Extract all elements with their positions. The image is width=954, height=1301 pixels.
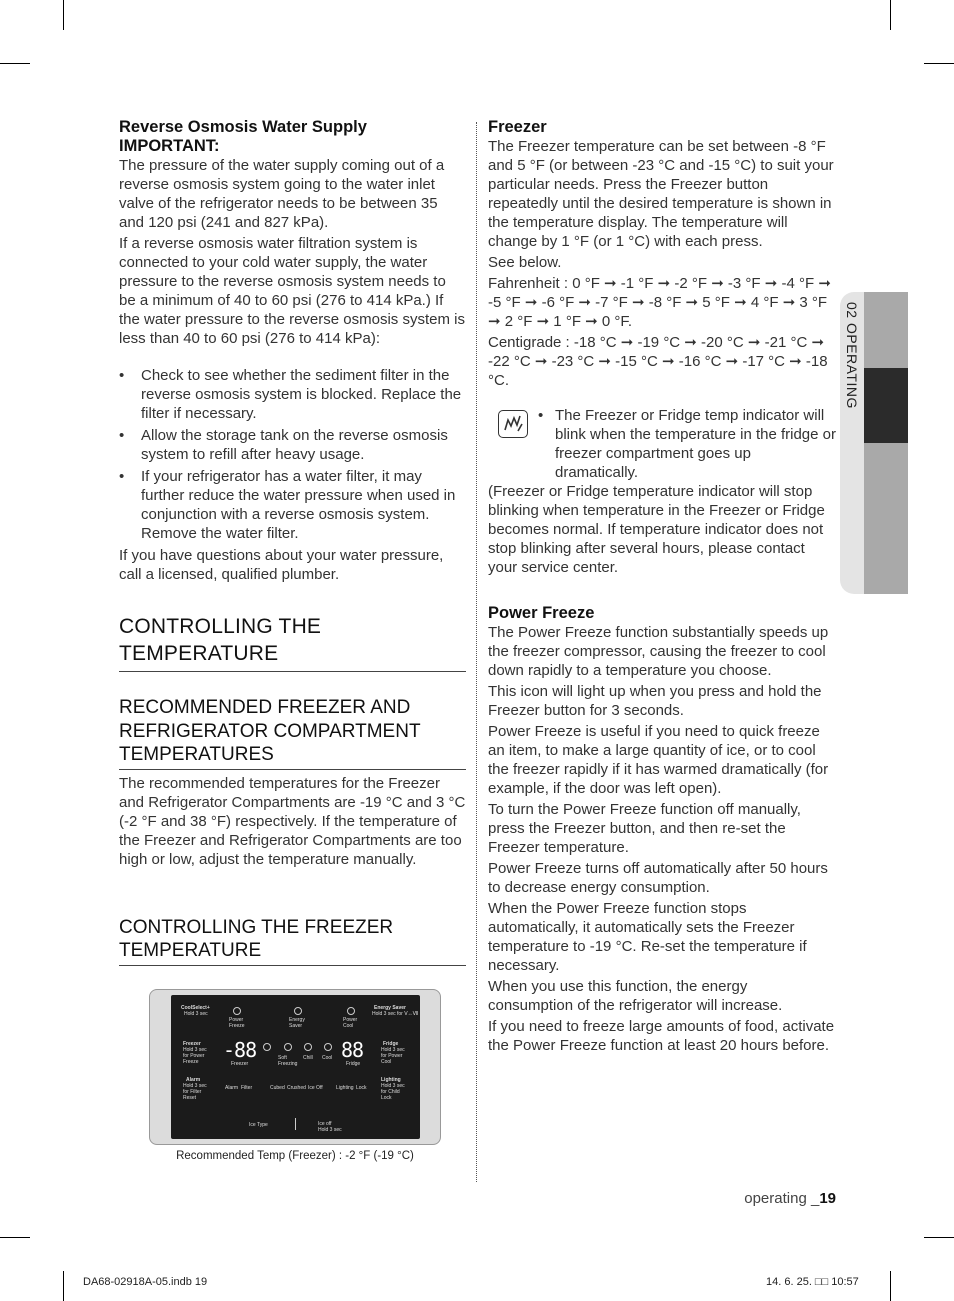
panel-alarm-sub: Hold 3 sec for Filter Reset: [183, 1082, 207, 1101]
column-divider: [476, 122, 477, 1182]
panel-ice-off-label: Ice Off: [308, 1084, 323, 1091]
panel-lock-label: Lock: [356, 1084, 367, 1091]
pf-paragraph-4: To turn the Power Freeze function off manually, press the Freezer button, and then re-set the Freezer temperature.: [488, 801, 801, 856]
freezer-title: Freezer: [488, 118, 547, 136]
power-cool-icon: [347, 1007, 355, 1015]
panel-ice-off-sub: Hold 3 sec: [318, 1126, 342, 1133]
list-item: • Allow the storage tank on the reverse osmosis system to refill after heavy usage.: [119, 426, 466, 464]
panel-fridge: Fridge: [383, 1040, 399, 1047]
soft-freezing-icon: [263, 1043, 271, 1051]
panel-crushed: Crushed: [287, 1084, 306, 1091]
cool-icon: [304, 1043, 312, 1051]
note-box: [488, 406, 836, 482]
control-panel-image: [149, 989, 441, 1145]
pf-paragraph-5: Power Freeze turns off automatically after 50 hours to decrease energy consumption.: [488, 860, 828, 896]
print-file-info: DA68-02918A-05.indb 19: [83, 1276, 208, 1288]
panel-energy-icon-label: Energy Saver: [289, 1016, 305, 1029]
panel-power-freeze: Power Freeze: [229, 1016, 245, 1029]
print-date-info: 14. 6. 25. □□ 10:57: [766, 1276, 859, 1288]
ro-paragraph-2: If a reverse osmosis water filtration system is connected to your cold water supply, the water pressure to the reverse osmosis system needs to be a minimum of 40 to 60 psi (276 to 414 kPa.) If the water pressure to the reverse osmosis system is less than 40 to 60 psi (276 to 414 kPa):: [119, 235, 465, 347]
figure-caption: Recommended Temp (Freezer) : -2 °F (-19 °C): [176, 1149, 414, 1162]
crop-mark: [63, 0, 64, 30]
heading-recommended-temperatures: RECOMMENDED FREEZER AND REFRIGERATOR COMPARTMENT TEMPERATURES: [119, 696, 466, 770]
panel-separator: [295, 1118, 296, 1130]
control-panel-figure: [149, 989, 466, 1162]
ro-paragraph-3: If you have questions about your water pressure, call a licensed, qualified plumber.: [119, 547, 444, 583]
panel-alarm-label: Alarm: [225, 1084, 239, 1091]
crop-mark: [890, 1271, 891, 1301]
panel-energy-saver: Energy Saver: [374, 1004, 406, 1011]
crop-mark: [0, 1237, 30, 1238]
freezer-paragraph: The Freezer temperature can be set between -8 °F and 5 °F (or between -23 °C and -15 °C) to suit your particular needs. Press the Freezer button repeatedly until the desired temperature is shown in the temperature display. The temperature will change by 1 °F (or 1 °C) with each press.: [488, 138, 834, 250]
page-prefix: operating _: [744, 1190, 820, 1207]
panel-energy-saver-sub: Hold 3 sec for Ⅴ↔Ⅶ: [372, 1010, 419, 1017]
list-item: • If your refrigerator has a water filter, it may further reduce the water pressure when used in conjunction with a reverse osmosis system. Remove the water filter.: [119, 467, 466, 543]
panel-coolselect-sub: Hold 3 sec: [184, 1010, 208, 1017]
panel-chill: Chill: [303, 1054, 313, 1061]
panel-ice-off: Ice off: [318, 1120, 332, 1127]
panel-cubed: Cubed: [270, 1084, 285, 1091]
list-item: • Check to see whether the sediment filter in the reverse osmosis system is blocked. Replace the filter if necessary.: [119, 366, 466, 423]
centigrade-sequence: Centigrade : -18 °C ➞ -19 °C ➞ -20 °C ➞ -21 °C ➞ -22 °C ➞ -23 °C ➞ -15 °C ➞ -16 °C ➞ -17 °C ➞ -18 °C.: [488, 334, 828, 389]
panel-freezer-sub: Hold 3 sec for Power Freeze: [183, 1046, 207, 1065]
power-freeze-title: Power Freeze: [488, 604, 595, 622]
recommended-paragraph: The recommended temperatures for the Freezer and Refrigerator Compartments are -19 °C and 3 °C (-2 °F and 38 °F) respectively. If the temperature of the Freezer and Refrigerator Compartments are too high or low, adjust the temperature manually.: [119, 774, 466, 868]
panel-filter-label: Filter: [241, 1084, 253, 1091]
fridge-temp-display: 88: [341, 1037, 364, 1062]
side-tab-marker: [864, 368, 908, 443]
panel-fridge-sub: Hold 3 sec for Power Cool: [381, 1046, 405, 1065]
panel-coolselect: CoolSelect+: [181, 1004, 210, 1011]
panel-alarm: Alarm: [186, 1076, 201, 1083]
note-paragraph: (Freezer or Fridge temperature indicator will stop blinking when temperature in the Freezer or Fridge becomes normal. If temperature indicator does not stop blinking after several hours, please contact your service center.: [488, 483, 825, 576]
crop-mark: [924, 1237, 954, 1238]
ro-paragraph-1: The pressure of the water supply coming out of a reverse osmosis system going to the water inlet valve of the refrigerator needs to be between 35 and 120 psi (241 and 827 kPa).: [119, 157, 445, 231]
pf-paragraph-1: The Power Freeze function substantially speeds up the freezer compressor, causing the freezer to cool down rapidly to a temperature you choose.: [488, 624, 829, 679]
snowflake-icon: [324, 1043, 332, 1051]
crop-mark: [890, 0, 891, 30]
page-number: 19: [819, 1190, 836, 1207]
freezer-temp-display: -88: [223, 1037, 257, 1062]
list-item: • The Freezer or Fridge temp indicator will blink when the temperature in the fridge or freezer compartment goes up dramatically.: [538, 406, 836, 482]
panel-freezer: Freezer: [183, 1040, 201, 1047]
panel-soft-freezing: Soft Freezing: [278, 1054, 298, 1067]
see-below: See below.: [488, 254, 562, 271]
panel-lighting-sub: Hold 3 sec for Child Lock: [381, 1082, 405, 1101]
power-freeze-icon: [233, 1007, 241, 1015]
left-column: [119, 118, 466, 1162]
pf-paragraph-8: If you need to freeze large amounts of food, activate the Power Freeze function at least 20 hours before.: [488, 1018, 835, 1054]
control-panel-display: [171, 995, 420, 1139]
heading-freezer-temperature: CONTROLLING THE FREEZER TEMPERATURE: [119, 916, 466, 966]
panel-small-freezer: Freezer: [231, 1060, 249, 1067]
note-pencil-icon: [498, 410, 528, 438]
page-footer: [744, 1190, 836, 1207]
pf-paragraph-6: When the Power Freeze function stops automatically, it automatically sets the Freezer temperature to -19 °C. Re-set the temperature if necessary.: [488, 900, 807, 974]
heading-controlling-temperature: CONTROLLING THE TEMPERATURE: [119, 613, 466, 672]
ro-bullet-list: [119, 366, 466, 543]
crop-mark: [0, 63, 30, 64]
pf-paragraph-3: Power Freeze is useful if you need to quick freeze an item, to make a large quantity of ice, or to cool the freezer rapidly if it has warmed dramatically (for example, if the door was left open).: [488, 723, 829, 797]
panel-lighting-label: Lighting: [336, 1084, 354, 1091]
panel-power-cool: Power Cool: [343, 1016, 358, 1029]
panel-lighting: Lighting: [381, 1076, 401, 1083]
right-column: [488, 118, 836, 1057]
section-label: 02 OPERATING: [844, 302, 860, 409]
panel-small-fridge: Fridge: [346, 1060, 361, 1067]
energy-saver-icon: [294, 1007, 302, 1015]
side-tab: [864, 292, 908, 594]
panel-ice-type: Ice Type: [249, 1121, 268, 1128]
pf-paragraph-2: This icon will light up when you press and hold the Freezer button for 3 seconds.: [488, 683, 822, 719]
crop-mark: [924, 63, 954, 64]
note-list: [538, 406, 836, 482]
ro-title: Reverse Osmosis Water Supply: [119, 118, 367, 136]
chill-icon: [284, 1043, 292, 1051]
pf-paragraph-7: When you use this function, the energy consumption of the refrigerator will increase.: [488, 978, 783, 1014]
crop-mark: [63, 1271, 64, 1301]
panel-cool: Cool: [322, 1054, 333, 1061]
fahrenheit-sequence: Fahrenheit : 0 °F ➞ -1 °F ➞ -2 °F ➞ -3 °F ➞ -4 °F ➞ -5 °F ➞ -6 °F ➞ -7 °F ➞ -8 °F ➞ 5 °F ➞ 4 °F ➞ 3 °F ➞ 2 °F ➞ 1 °F ➞ 0 °F.: [488, 275, 831, 330]
ro-important: IMPORTANT:: [119, 137, 220, 155]
